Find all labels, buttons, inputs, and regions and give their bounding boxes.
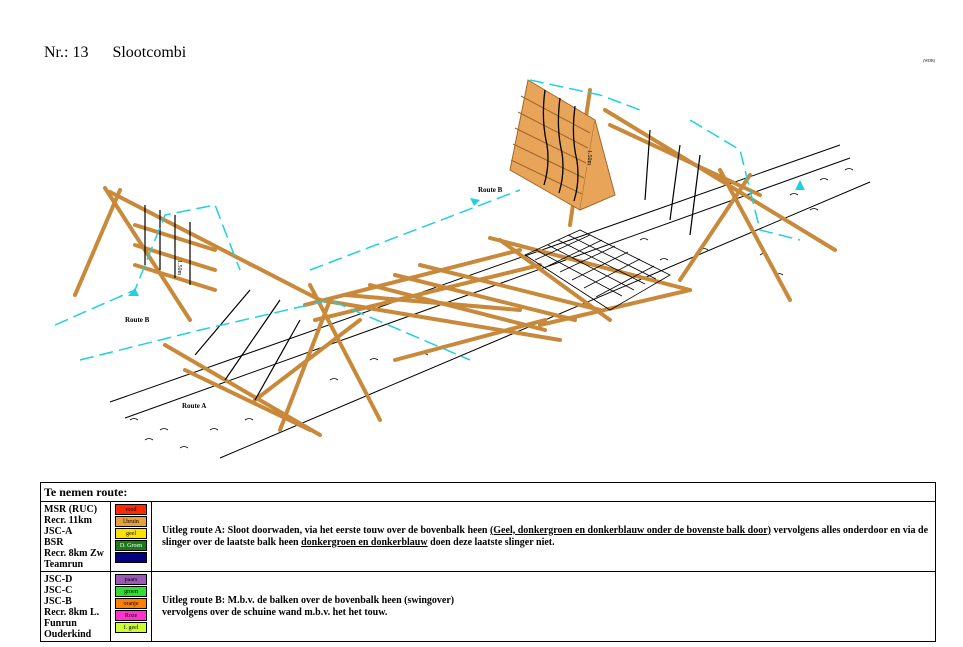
route-a-categories — [41, 502, 110, 571]
route-b-label-left: Route B — [125, 316, 150, 324]
color-swatch: D. Groen — [115, 540, 147, 551]
expl-line: vervolgens over de schuine wand m.b.v. het het touw. — [162, 607, 388, 618]
expl-text: doen deze laatste slinger niet. — [427, 536, 555, 548]
category: Recr. 8km Zw — [44, 548, 104, 559]
category: Ouderkind — [44, 629, 92, 640]
route-a-colors — [110, 502, 152, 571]
route-b-row — [41, 572, 935, 642]
table-heading: Te nemen route: — [41, 483, 935, 502]
height-dim-right: 1.50m — [586, 150, 592, 166]
category: MSR (RUC) — [44, 504, 98, 515]
color-swatch: oranje — [115, 598, 147, 609]
color-swatch: f. geel — [115, 622, 147, 633]
category: BSR — [44, 537, 64, 548]
expl-underlined: (Geel, donkergroen en donkerblauw onder de bovenste balk door) — [489, 524, 771, 536]
route-b-label-top: Route B — [478, 186, 503, 194]
route-b-explanation — [152, 572, 935, 642]
height-dim-left: 1.50m — [176, 260, 182, 276]
route-b-categories — [41, 572, 110, 642]
obstacle-drawing — [0, 60, 963, 480]
expl-text: Uitleg route A: Sloot doorwaden, via het eerste touw over de bovenbalk heen — [162, 524, 490, 536]
color-swatch: paars — [115, 574, 147, 585]
route-b-colors — [110, 572, 152, 642]
expl-line: Uitleg route B: M.b.v. de balken over de bovenbalk heen (swingover) — [162, 595, 455, 606]
route-table — [40, 482, 936, 642]
route-a-row — [41, 502, 935, 572]
category: Funrun — [44, 618, 77, 629]
color-swatch — [115, 552, 147, 563]
slanted-wall — [510, 80, 615, 210]
route-a-explanation — [152, 502, 935, 571]
color-swatch: Roze — [115, 610, 147, 621]
category: JSC-C — [44, 585, 73, 596]
obstacle-title: Slootcombi — [112, 44, 187, 61]
color-swatch: l.bruin — [115, 516, 147, 527]
obstacle-number: Nr.: 13 — [44, 44, 89, 61]
color-swatch: groen — [115, 586, 147, 597]
category: Teamrun — [44, 559, 84, 570]
category: JSC-B — [44, 596, 72, 607]
author-code: (WDB) — [923, 58, 935, 63]
front-a-frame — [165, 285, 380, 435]
expl-underlined: donkergroen en donkerblauw — [301, 536, 428, 548]
expl-text: vervolgens alles onderdoor en via de slinger over de laatste balk heen — [162, 524, 929, 548]
category: JSC-D — [44, 574, 73, 585]
category: JSC-A — [44, 526, 73, 537]
route-a-label: Route A — [182, 402, 207, 410]
category: Recr. 11km — [44, 515, 92, 526]
category: Recr. 8km L. — [44, 607, 100, 618]
color-swatch: rood — [115, 504, 147, 515]
color-swatch: geel — [115, 528, 147, 539]
